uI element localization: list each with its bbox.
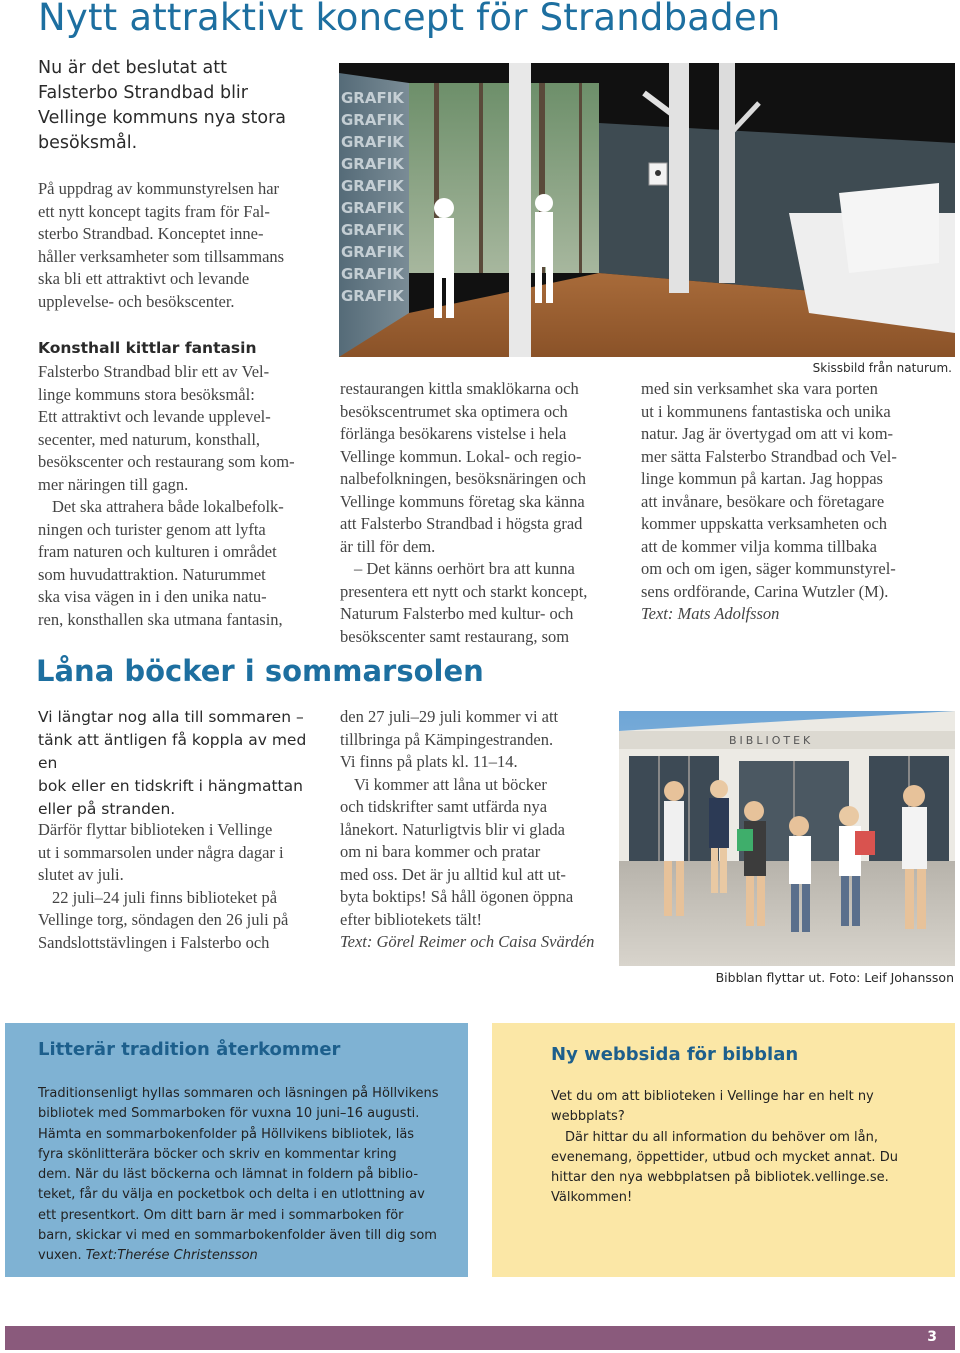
text-line: Traditionsenligt hyllas sommaren och läsningen på Höllvikens — [38, 1086, 439, 1101]
text-line: den 27 juli–29 juli kommer vi att — [340, 707, 559, 726]
text-line: Vet du om att biblioteken i Vellinge har en helt ny — [551, 1089, 874, 1104]
library-column-2 — [340, 706, 600, 954]
konsthall-subheading: Konsthall kittlar fantasin — [38, 339, 257, 357]
text-line — [38, 1246, 458, 1266]
text-line: besökscenter och restaurang som kom- — [38, 452, 295, 471]
text-line: är till för dem. — [340, 536, 436, 556]
text-line: bibliotek med Sommarboken för vuxna 10 juni–16 augusti. — [38, 1106, 420, 1122]
svg-text:GRAFIK: GRAFIK — [341, 243, 404, 261]
article-byline: Text: Mats Adolfsson — [641, 604, 780, 623]
text-line: sens ordförande, Carina Wutzler (M). — [641, 581, 889, 601]
svg-text:GRAFIK: GRAFIK — [341, 133, 404, 151]
text-line: efter bibliotekets tält! — [340, 909, 483, 929]
intro-line: håller verksamheter som tillsammans — [38, 246, 285, 266]
text-line: fyra skönlitterära böcker och skriv en kommentar kring — [38, 1146, 397, 1162]
text-line: Där hittar du all information du behöver om lån, — [565, 1129, 878, 1145]
article-intro — [38, 178, 304, 313]
text-line: dem. När du läst böckerna och lämnat in foldern på biblio- — [38, 1167, 419, 1183]
naturum-sketch-image — [339, 63, 955, 357]
article-lead — [38, 56, 300, 156]
intro-line: upplevelse- och besökscenter. — [38, 291, 235, 311]
text-line: Vellinge torg, söndagen den 26 juli på — [38, 910, 289, 929]
text-line: teket, får du välja en pocketbok och delta i en utlottning av — [38, 1187, 425, 1203]
lead-line: Vellinge kommuns nya stora — [38, 108, 287, 128]
text-line: restaurangen kittla smaklökarna och — [340, 379, 579, 398]
lead-line: Nu är det beslutat att — [38, 58, 227, 78]
lead-line: tänk att äntligen få koppla av med en — [38, 731, 307, 772]
svg-text:GRAFIK: GRAFIK — [341, 89, 404, 107]
naturum-photo-caption: Skissbild från naturum. — [812, 361, 952, 375]
text-line: nalbefolkningen, besöksnäringen och — [340, 469, 587, 488]
library-children-photo — [619, 711, 955, 966]
text-line: fram naturen och kulturen i området — [38, 542, 277, 561]
text-line: evenemang, öppettider, utbud och mycket annat. Du — [551, 1149, 898, 1165]
text-line: Naturum Falsterbo med kultur- och — [340, 604, 574, 623]
text-line: Sandslottstävlingen i Falsterbo och — [38, 932, 270, 952]
intro-line: ska bli ett attraktivt och levande — [38, 269, 250, 288]
svg-text:GRAFIK: GRAFIK — [341, 265, 404, 283]
text-line: ut i kommunens fantastiska och unika — [641, 401, 891, 421]
literary-box-byline: Text:Therése Christensson — [85, 1248, 258, 1264]
text-line: lånekort. Naturligtvis blir vi glada — [340, 819, 565, 839]
page-number: 3 — [927, 1329, 937, 1345]
text-line: med oss. Det är ju alltid kul att ut- — [340, 864, 566, 884]
text-line: ren, konsthallen ska utmana fantasin, — [38, 609, 283, 629]
text-line: om och om igen, säger kommunstyrel- — [641, 559, 896, 578]
svg-text:GRAFIK: GRAFIK — [341, 199, 404, 217]
text-line: Det ska attrahera både lokalbefolk- — [52, 497, 284, 516]
lead-line: Falsterbo Strandbad blir — [38, 83, 248, 103]
text-line: ett presentkort. Om ditt barn är med i sommarboken för — [38, 1207, 404, 1223]
library-column-1 — [38, 819, 320, 954]
text-line: secenter, med naturum, konsthall, — [38, 429, 261, 449]
text-line: mer sätta Falsterbo Strandbad och Vel- — [641, 446, 897, 466]
svg-text:GRAFIK: GRAFIK — [341, 177, 404, 195]
text-line: byta boktips! Så håll ögonen öppna — [340, 887, 574, 906]
text-line: barn, skickar vi med en sommarbokenfolder även till dig som — [38, 1228, 437, 1244]
intro-line: sterbo Strandbad. Konceptet inne- — [38, 224, 264, 243]
library-byline: Text: Görel Reimer och Caisa Svärdén — [340, 932, 595, 951]
text-line: linge kommun på kartan. Jag hoppas — [641, 469, 883, 488]
library-sign-text: BIBLIOTEK — [729, 734, 814, 747]
text-line: Vellinge kommun. Lokal- och regio- — [340, 446, 582, 466]
library-article-lead — [38, 706, 322, 821]
text-line: som huvudattraktion. Naturummet — [38, 564, 266, 584]
text-line: att de kommer vilja komma tillbaka — [641, 536, 877, 556]
svg-text:GRAFIK: GRAFIK — [341, 221, 404, 239]
text-line: och tidskrifter samt utfärda nya — [340, 797, 548, 816]
text-line: Välkommen! — [551, 1190, 633, 1206]
literary-tradition-box — [5, 1023, 468, 1277]
text-line: natur. Jag är övertygad om att vi kom- — [641, 424, 894, 443]
library-photo-drawing — [619, 711, 955, 966]
text-span: vuxen. — [38, 1248, 82, 1264]
intro-line: På uppdrag av kommunstyrelsen har — [38, 179, 280, 198]
literary-box-title: Litterär tradition återkommer — [38, 1039, 341, 1060]
website-box-title: Ny webbsida för bibblan — [551, 1044, 799, 1065]
text-line: kommer uppskatta verksamheten och — [641, 514, 888, 533]
intro-line: ett nytt koncept tagits fram för Fal- — [38, 201, 270, 221]
text-line: – Det känns oerhört bra att kunna — [354, 559, 575, 578]
text-line: presentera ett nytt och starkt koncept, — [340, 581, 588, 601]
text-line: Därför flyttar biblioteken i Vellinge — [38, 820, 273, 839]
text-line: att invånare, besökare och företagare — [641, 491, 885, 511]
text-line: slutet av juli. — [38, 865, 124, 884]
konsthall-column-3 — [641, 378, 931, 626]
text-line: tillbringa på Kämpingestranden. — [340, 729, 554, 749]
lead-line: bok eller en tidskrift i hängmattan — [38, 777, 303, 795]
literary-box-body — [38, 1084, 458, 1267]
lead-line: Vi längtar nog alla till sommaren – — [38, 708, 304, 726]
text-line: 22 juli–24 juli finns biblioteket på — [52, 887, 278, 907]
text-line: linge kommuns stora besöksmål: — [38, 384, 255, 404]
text-line: ningen och turister genom att lyfta — [38, 519, 266, 539]
text-line: hittar den nya webbplatsen på bibliotek.vellinge.se. — [551, 1170, 889, 1186]
text-line: ska visa vägen in i den unika natu- — [38, 587, 267, 606]
konsthall-column-2 — [340, 378, 622, 648]
text-line: Hämta en sommarbokenfolder på Höllvikens bibliotek, läs — [38, 1126, 415, 1142]
text-line: Vellinge kommuns företag ska känna — [340, 491, 585, 511]
text-line: ut i sommarsolen under några dagar i — [38, 842, 284, 862]
article-title: Nytt attraktivt koncept för Strandbaden — [38, 0, 781, 39]
text-line: om ni bara kommer och pratar — [340, 842, 541, 861]
text-line: Vi kommer att låna ut böcker — [354, 774, 547, 794]
website-box-body — [551, 1087, 941, 1209]
library-photo-caption: Bibblan flyttar ut. Foto: Leif Johansson — [715, 970, 954, 985]
text-line: besökscentrumet ska optimera och — [340, 401, 568, 421]
library-article-title: Låna böcker i sommarsolen — [36, 654, 484, 688]
text-line: att Falsterbo Strandbad i högsta grad — [340, 514, 583, 533]
footer-bar — [5, 1326, 955, 1350]
svg-text:GRAFIK: GRAFIK — [341, 111, 404, 129]
new-website-box — [492, 1023, 955, 1277]
text-line: förlänga besökarens vistelse i hela — [340, 424, 567, 443]
text-line: Ett attraktivt och levande upplevel- — [38, 407, 271, 426]
text-line: besökscenter samt restaurang, som — [340, 626, 570, 646]
svg-text:GRAFIK: GRAFIK — [341, 155, 404, 173]
svg-text:GRAFIK: GRAFIK — [341, 287, 404, 305]
text-line: med sin verksamhet ska vara porten — [641, 379, 878, 398]
text-line: webbplats? — [551, 1109, 625, 1125]
text-line: mer näringen till gagn. — [38, 474, 189, 494]
text-line: Falsterbo Strandbad blir ett av Vel- — [38, 362, 270, 381]
lead-line: besöksmål. — [38, 133, 138, 153]
konsthall-column-1 — [38, 361, 310, 631]
lead-line: eller på stranden. — [38, 800, 176, 818]
naturum-sketch-drawing — [339, 63, 955, 357]
text-line: Vi finns på plats kl. 11–14. — [340, 752, 518, 771]
